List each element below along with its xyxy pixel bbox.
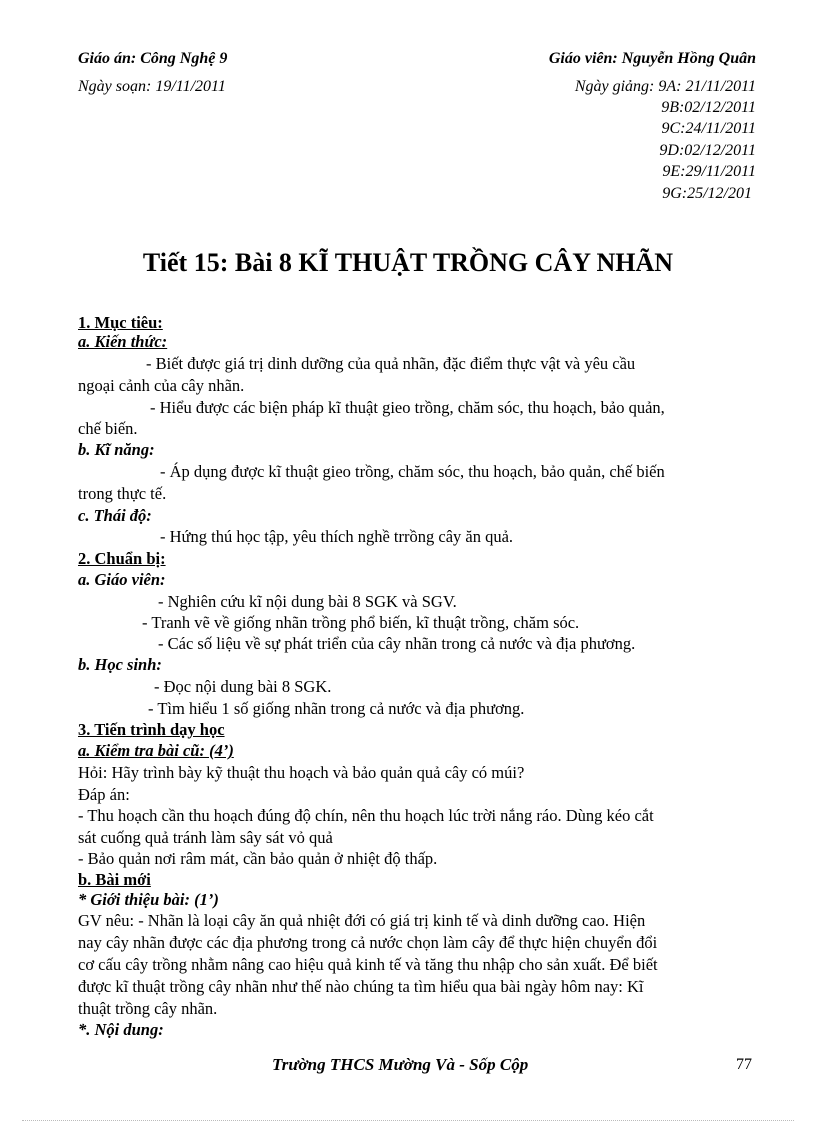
teacher-prep-line: - Nghiên cứu kĩ nội dung bài 8 SGK và SGV.	[158, 592, 457, 611]
teacher-prep-line: - Các số liệu về sự phát triển của cây nhãn trong cả nước và địa phương.	[158, 634, 636, 653]
question-line: Hỏi: Hãy trình bày kỹ thuật thu hoạch và bảo quản quả cây có múi?	[78, 763, 525, 782]
knowledge-line: - Biết được giá trị dinh dưỡng của quả nhãn, đặc điểm thực vật và yêu cầu	[146, 354, 636, 373]
answer-label: Đáp án:	[78, 785, 130, 804]
teach-date-9d: 9D:02/12/2011	[659, 142, 756, 159]
answer-line: - Thu hoạch cần thu hoạch đúng độ chín, nên thu hoạch lúc trời nắng ráo. Dùng kéo cắt	[78, 806, 654, 825]
student-prep-line: - Đọc nội dung bài 8 SGK.	[154, 677, 332, 696]
subject-header: Giáo án: Công Nghệ 9	[78, 50, 228, 67]
subsection-new-lesson: b. Bài mới	[78, 870, 151, 889]
knowledge-line: - Hiểu được các biện pháp kĩ thuật gieo trồng, chăm sóc, thu hoạch, bảo quản,	[150, 398, 665, 417]
intro-heading: * Giới thiệu bài: (1’)	[78, 890, 219, 909]
page-number: 77	[736, 1056, 752, 1073]
teach-date-9a: Ngày giảng: 9A: 21/11/2011	[574, 78, 756, 95]
subsection-knowledge: a. Kiến thức:	[78, 332, 168, 351]
intro-paragraph-line: GV nêu: - Nhãn là loại cây ăn quả nhiệt đới có giá trị kinh tế và dinh dưỡng cao. Hiện	[78, 911, 646, 930]
intro-paragraph-line: nay cây nhãn được các địa phương trong cả nước chọn làm cây để thực hiện chuyển đổi	[78, 933, 658, 952]
intro-paragraph-line: thuật trồng cây nhãn.	[78, 999, 218, 1018]
subsection-teacher: a. Giáo viên:	[78, 570, 166, 589]
prep-date: Ngày soạn: 19/11/2011	[78, 78, 226, 95]
skills-line: trong thực tế.	[78, 484, 167, 503]
intro-paragraph-line: được kĩ thuật trồng cây nhãn như thế nào chúng ta tìm hiểu qua bài ngày hôm nay: Kĩ	[78, 977, 644, 996]
skills-line: - Áp dụng được kĩ thuật gieo trồng, chăm sóc, thu hoạch, bảo quản, chế biến	[160, 462, 665, 481]
subsection-old-lesson-check: a. Kiểm tra bài cũ: (4’)	[78, 741, 234, 760]
subsection-student: b. Học sinh:	[78, 655, 162, 674]
section-objectives: 1. Mục tiêu:	[78, 313, 163, 332]
lesson-title: Tiết 15: Bài 8 KĨ THUẬT TRỒNG CÂY NHÃN	[142, 248, 674, 277]
attitude-line: - Hứng thú học tập, yêu thích nghề trrồng cây ăn quả.	[160, 527, 514, 546]
teacher-header: Giáo viên: Nguyễn Hồng Quân	[548, 50, 756, 67]
teach-date-9b: 9B:02/12/2011	[661, 99, 756, 116]
intro-paragraph-line: cơ cấu cây trồng nhằm nâng cao hiệu quả kinh tế và tăng thu nhập cho sản xuất. Để biết	[78, 955, 658, 974]
knowledge-line: ngoại cảnh của cây nhãn.	[78, 376, 245, 395]
answer-line: - Bảo quản nơi râm mát, cần bảo quản ở nhiệt độ thấp.	[78, 849, 438, 868]
section-preparation: 2. Chuẩn bị:	[78, 549, 166, 568]
section-procedure: 3. Tiến trình dạy học	[78, 720, 225, 739]
knowledge-line: chế biến.	[78, 419, 138, 438]
content-heading: *. Nội dung:	[78, 1020, 164, 1039]
teacher-prep-line: - Tranh vẽ về giống nhãn trồng phổ biến, kĩ thuật trồng, chăm sóc.	[142, 613, 580, 632]
answer-line: sát cuống quả tránh làm sây sát vỏ quả	[78, 828, 333, 847]
footer-school: Trường THCS Mường Và - Sốp Cộp	[272, 1055, 529, 1074]
teach-date-9g: 9G:25/12/201	[662, 185, 752, 202]
page-bottom-divider	[22, 1120, 794, 1121]
subsection-attitude: c. Thái độ:	[78, 506, 152, 525]
student-prep-line: - Tìm hiểu 1 số giống nhãn trong cả nước và địa phương.	[148, 699, 525, 718]
teach-date-9c: 9C:24/11/2011	[661, 120, 756, 137]
teach-date-9e: 9E:29/11/2011	[662, 163, 756, 180]
subsection-skills: b. Kĩ năng:	[78, 440, 155, 459]
